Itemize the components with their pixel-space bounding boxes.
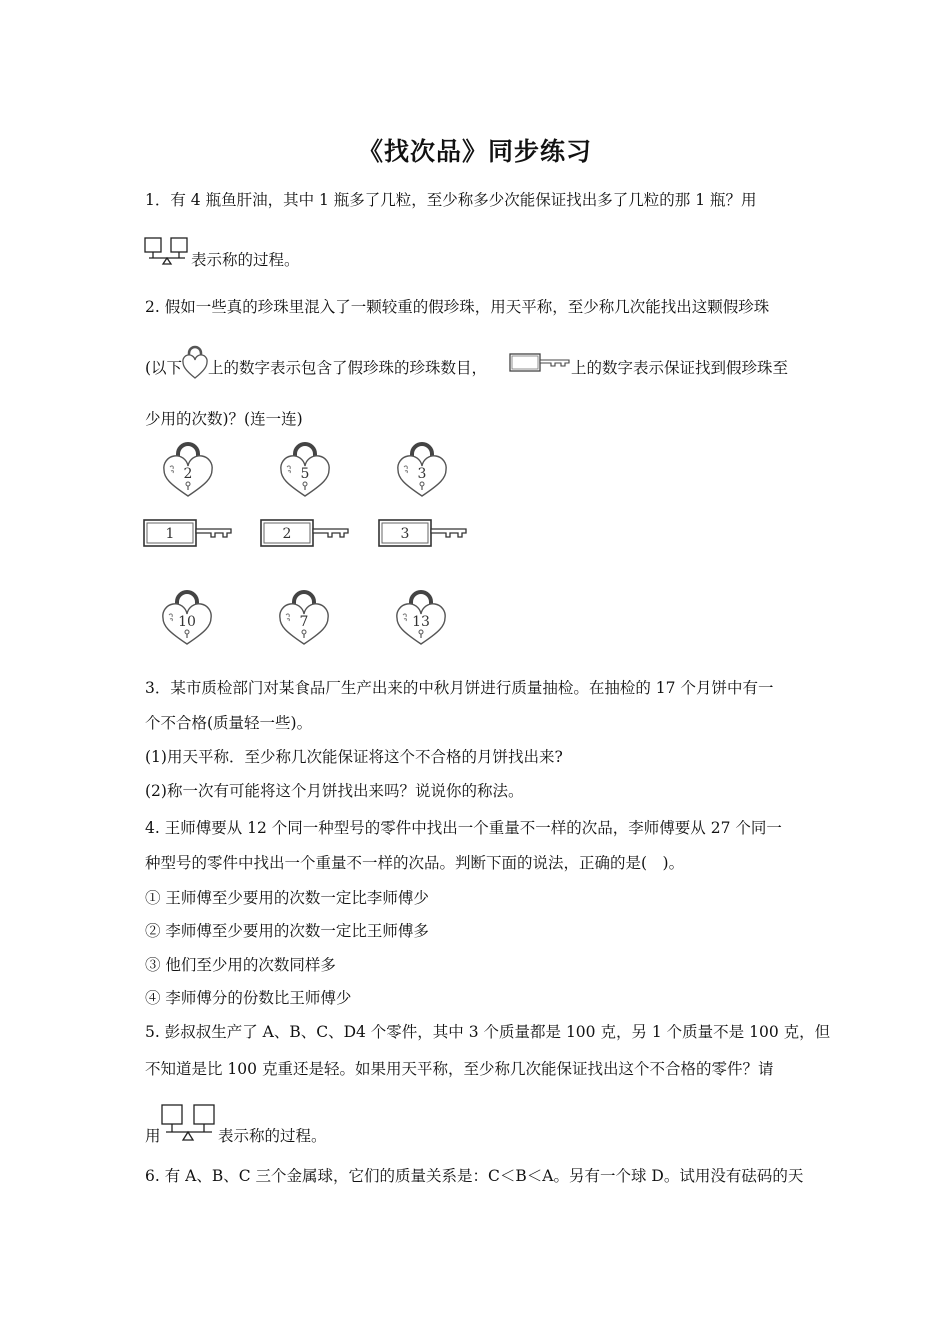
q6-line-1: 6. 有 A、B、C 三个金属球，它们的质量关系是：C＜B＜A。另有一个球 D。试用没有砝码的天 (145, 1167, 804, 1185)
q4-option-2: ② 李师傅至少要用的次数一定比王师傅多 (145, 922, 429, 940)
key-card[interactable] (378, 518, 468, 548)
lock-number: 10 (178, 614, 196, 630)
key-number: 3 (400, 526, 410, 542)
key-icon (509, 352, 571, 378)
lock-card[interactable] (155, 588, 219, 646)
lock-number: 2 (183, 466, 193, 482)
q4-line-1: 4. 王师傅要从 12 个同一种型号的零件中找出一个重量不一样的次品，李师傅要从 27 个同一 (145, 819, 782, 837)
q3-line-2: 个不合格(质量轻一些)。 (145, 714, 313, 732)
q2-line-1: 2. 假如一些真的珍珠里混入了一颗较重的假珍珠，用天平称，至少称几次能找出这颗假珍珠 (145, 298, 770, 316)
q1-line-1: 1．有 4 瓶鱼肝油，其中 1 瓶多了几粒，至少称多少次能保证找出多了几粒的那 1 瓶？用 (145, 191, 757, 209)
q2-line-2a: (以下 (145, 359, 183, 377)
q5-line-3a: 用 (145, 1127, 161, 1145)
lock-number: 3 (417, 466, 427, 482)
lock-icon (181, 344, 209, 384)
q2-line-3: 少用的次数)？(连一连) (145, 410, 303, 428)
q3-line-3: (1)用天平称．至少称几次能保证将这个不合格的月饼找出来? (145, 748, 563, 766)
q2-line-2c: 上的数字表示保证找到假珍珠至 (571, 359, 789, 377)
lock-number: 5 (300, 466, 310, 482)
q4-option-1: ① 王师傅至少要用的次数一定比李师傅少 (145, 889, 429, 907)
lock-number: 13 (412, 614, 430, 630)
lock-card[interactable] (272, 588, 336, 646)
lock-number: 7 (299, 614, 309, 630)
q5-line-2: 不知道是比 100 克重还是轻。如果用天平称，至少称几次能保证找出这个不合格的零件？请 (145, 1060, 774, 1078)
page-title: 《找次品》同步练习 (357, 137, 592, 166)
key-number: 2 (282, 526, 292, 542)
q3-line-1: 3．某市质检部门对某食品厂生产出来的中秋月饼进行质量抽检。在抽检的 17 个月饼中有一 (145, 679, 774, 697)
q4-option-4: ④ 李师傅分的份数比王师傅少 (145, 989, 352, 1007)
key-number: 1 (165, 526, 175, 542)
lock-card[interactable] (156, 440, 220, 498)
balance-scale-icon (160, 1103, 218, 1147)
balance-scale-icon (143, 236, 191, 270)
q1-line-2: 表示称的过程。 (191, 251, 300, 269)
lock-card[interactable] (389, 588, 453, 646)
q5-line-1: 5. 彭叔叔生产了 A、B、C、D4 个零件，其中 3 个质量都是 100 克，另 1 个质量不是 100 克，但 (145, 1023, 831, 1041)
q3-line-4: (2)称一次有可能将这个月饼找出来吗？说说你的称法。 (145, 782, 524, 800)
lock-card[interactable] (273, 440, 337, 498)
q4-option-3: ③ 他们至少用的次数同样多 (145, 956, 336, 974)
key-card[interactable] (260, 518, 350, 548)
q5-line-3b: 表示称的过程。 (218, 1127, 327, 1145)
q4-line-2: 种型号的零件中找出一个重量不一样的次品。判断下面的说法，正确的是( )。 (145, 854, 685, 872)
q2-line-2b: 上的数字表示包含了假珍珠的珍珠数目， (208, 359, 488, 377)
key-card[interactable] (143, 518, 233, 548)
lock-card[interactable] (390, 440, 454, 498)
